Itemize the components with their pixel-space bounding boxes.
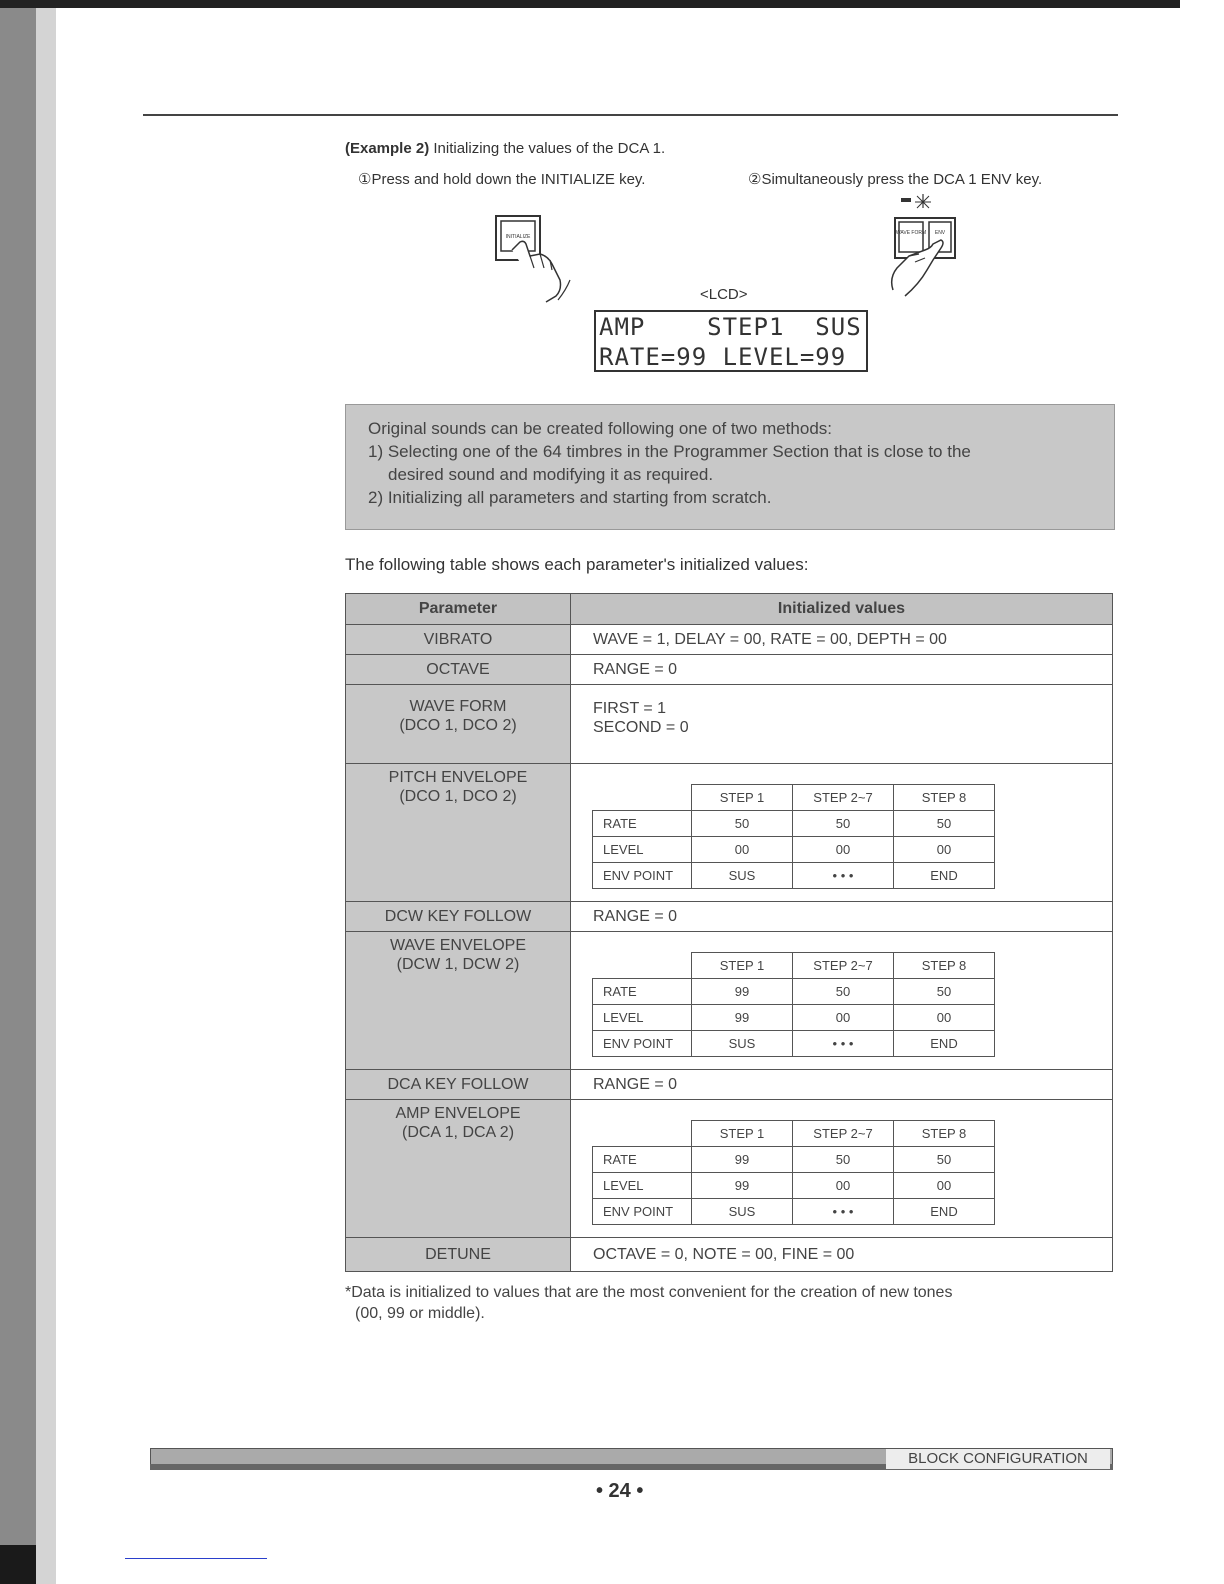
scan-corner [0, 1545, 36, 1584]
step-1-text: ①Press and hold down the INITIALIZE key. [358, 171, 646, 188]
scan-edge-light [36, 0, 56, 1584]
example-title: Initializing the values of the DCA 1. [433, 140, 666, 157]
sub-row-label: ENV POINT [593, 1199, 692, 1225]
sub-cell: 00 [692, 837, 793, 863]
sub-cell: END [894, 863, 995, 889]
sub-cell: 00 [894, 1173, 995, 1199]
param-name: DCA KEY FOLLOW [346, 1070, 571, 1100]
sub-cell: 50 [894, 811, 995, 837]
header-parameter: Parameter [346, 594, 571, 625]
sub-row-label: RATE [593, 811, 692, 837]
param-name [346, 932, 571, 1070]
table-intro: The following table shows each parameter's initialized values: [345, 555, 809, 574]
note-line: desired sound and modifying it as required. [388, 465, 714, 484]
param-name-line: WAVE FORM [409, 698, 507, 715]
amp-envelope-subtable [592, 1120, 995, 1225]
pitch-envelope-subtable [592, 784, 995, 889]
scan-edge-dark [0, 0, 36, 1584]
sub-row-label: ENV POINT [593, 863, 692, 889]
sub-col-header: STEP 8 [894, 785, 995, 811]
sub-cell: 00 [894, 1005, 995, 1031]
param-value [571, 932, 1113, 1070]
footnote [345, 1282, 1115, 1324]
sub-cell: 99 [692, 1005, 793, 1031]
sub-cell: 99 [692, 1173, 793, 1199]
sub-cell: 50 [692, 811, 793, 837]
param-name-line: PITCH ENVELOPE [388, 769, 528, 786]
param-name-line: WAVE ENVELOPE [389, 937, 527, 954]
table-row [346, 932, 1113, 1070]
sub-cell: SUS [692, 1199, 793, 1225]
scan-mark [125, 1558, 267, 1559]
table-row [346, 764, 1113, 902]
sub-cell: 99 [692, 1147, 793, 1173]
sub-cell: SUS [692, 863, 793, 889]
param-name [346, 764, 571, 902]
initialize-key-label: INITIALIZE [505, 234, 531, 240]
lcd-display [594, 310, 868, 372]
param-value: WAVE = 1, DELAY = 00, RATE = 00, DEPTH = 00 [571, 625, 1113, 655]
param-name: VIBRATO [346, 625, 571, 655]
param-name: DETUNE [346, 1238, 571, 1272]
param-name: OCTAVE [346, 655, 571, 685]
param-value [571, 764, 1113, 902]
sub-cell: 00 [793, 1005, 894, 1031]
lcd-line-2: RATE=99 LEVEL=99 [599, 343, 847, 371]
sub-cell: 00 [894, 837, 995, 863]
param-name-line: (DCO 1, DCO 2) [399, 717, 517, 734]
sub-cell: 50 [793, 1147, 894, 1173]
sub-col-header: STEP 8 [894, 953, 995, 979]
param-value [571, 685, 1113, 764]
sub-row-label: LEVEL [593, 837, 692, 863]
sub-cell: 50 [793, 811, 894, 837]
param-value: OCTAVE = 0, NOTE = 00, FINE = 00 [571, 1238, 1113, 1272]
sub-col-header: STEP 2~7 [793, 785, 894, 811]
sub-cell: 00 [793, 1173, 894, 1199]
sub-row-label: ENV POINT [593, 1031, 692, 1057]
param-name-line: (DCO 1, DCO 2) [399, 788, 517, 805]
param-value: RANGE = 0 [571, 902, 1113, 932]
lcd-label: <LCD> [700, 286, 748, 303]
sub-cell: 00 [793, 837, 894, 863]
wave-envelope-subtable [592, 952, 995, 1057]
initialize-key-illustration [490, 210, 580, 305]
param-name [346, 685, 571, 764]
header-initialized-values: Initialized values [571, 594, 1113, 625]
table-row [346, 1100, 1113, 1238]
sub-col-header: STEP 8 [894, 1121, 995, 1147]
sub-col-header: STEP 2~7 [793, 953, 894, 979]
env-key-label: ENV [934, 230, 946, 236]
parameter-table [345, 593, 1113, 1272]
sub-row-label: LEVEL [593, 1173, 692, 1199]
footnote-line-1: *Data is initialized to values that are the most convenient for the creation of new tones [345, 1284, 953, 1301]
param-name [346, 1100, 571, 1238]
note-line: Original sounds can be created following one of two methods: [368, 419, 832, 438]
table-row [346, 655, 1113, 685]
section-label: BLOCK CONFIGURATION [886, 1449, 1110, 1469]
table-row [346, 1238, 1113, 1272]
sub-cell: • • • [793, 1031, 894, 1057]
note-line: 1) Selecting one of the 64 timbres in the Programmer Section that is close to the [368, 442, 971, 461]
table-row [346, 685, 1113, 764]
sub-row-label: RATE [593, 1147, 692, 1173]
note-box [345, 404, 1115, 530]
sub-row-label: RATE [593, 979, 692, 1005]
sub-col-header: STEP 2~7 [793, 1121, 894, 1147]
dca-env-key-illustration [885, 190, 970, 300]
lcd-line-1: AMP STEP1 SUS [599, 313, 862, 341]
sub-row-label: LEVEL [593, 1005, 692, 1031]
sub-col-header: STEP 1 [692, 785, 793, 811]
page-number: • 24 • [596, 1480, 644, 1502]
scan-top-edge [0, 0, 1180, 8]
param-name-line: (DCW 1, DCW 2) [396, 956, 520, 973]
table-row [346, 1070, 1113, 1100]
sub-cell: SUS [692, 1031, 793, 1057]
example-heading [345, 140, 665, 157]
table-row [346, 902, 1113, 932]
param-value: RANGE = 0 [571, 1070, 1113, 1100]
footnote-line-2: (00, 99 or middle). [355, 1305, 485, 1322]
sub-cell: 50 [894, 1147, 995, 1173]
note-line: 2) Initializing all parameters and starting from scratch. [368, 488, 772, 507]
sub-cell: END [894, 1199, 995, 1225]
table-row [346, 625, 1113, 655]
wave-form-key-label: WAVE FORM [895, 230, 927, 236]
sub-cell: 50 [894, 979, 995, 1005]
sub-col-header: STEP 1 [692, 953, 793, 979]
param-value-line: FIRST = 1 [593, 700, 667, 717]
sub-cell: 99 [692, 979, 793, 1005]
table-header-row [346, 594, 1113, 625]
param-value [571, 1100, 1113, 1238]
param-name-line: (DCA 1, DCA 2) [401, 1124, 515, 1141]
sub-cell: • • • [793, 863, 894, 889]
param-value-line: SECOND = 0 [593, 719, 689, 736]
example-label: (Example 2) [345, 140, 430, 157]
step-2-text: ②Simultaneously press the DCA 1 ENV key. [748, 171, 1043, 188]
param-value: RANGE = 0 [571, 655, 1113, 685]
sub-cell: 50 [793, 979, 894, 1005]
param-name: DCW KEY FOLLOW [346, 902, 571, 932]
param-name-line: AMP ENVELOPE [395, 1105, 521, 1122]
top-rule [143, 114, 1118, 116]
sub-col-header: STEP 1 [692, 1121, 793, 1147]
sub-cell: • • • [793, 1199, 894, 1225]
sub-cell: END [894, 1031, 995, 1057]
